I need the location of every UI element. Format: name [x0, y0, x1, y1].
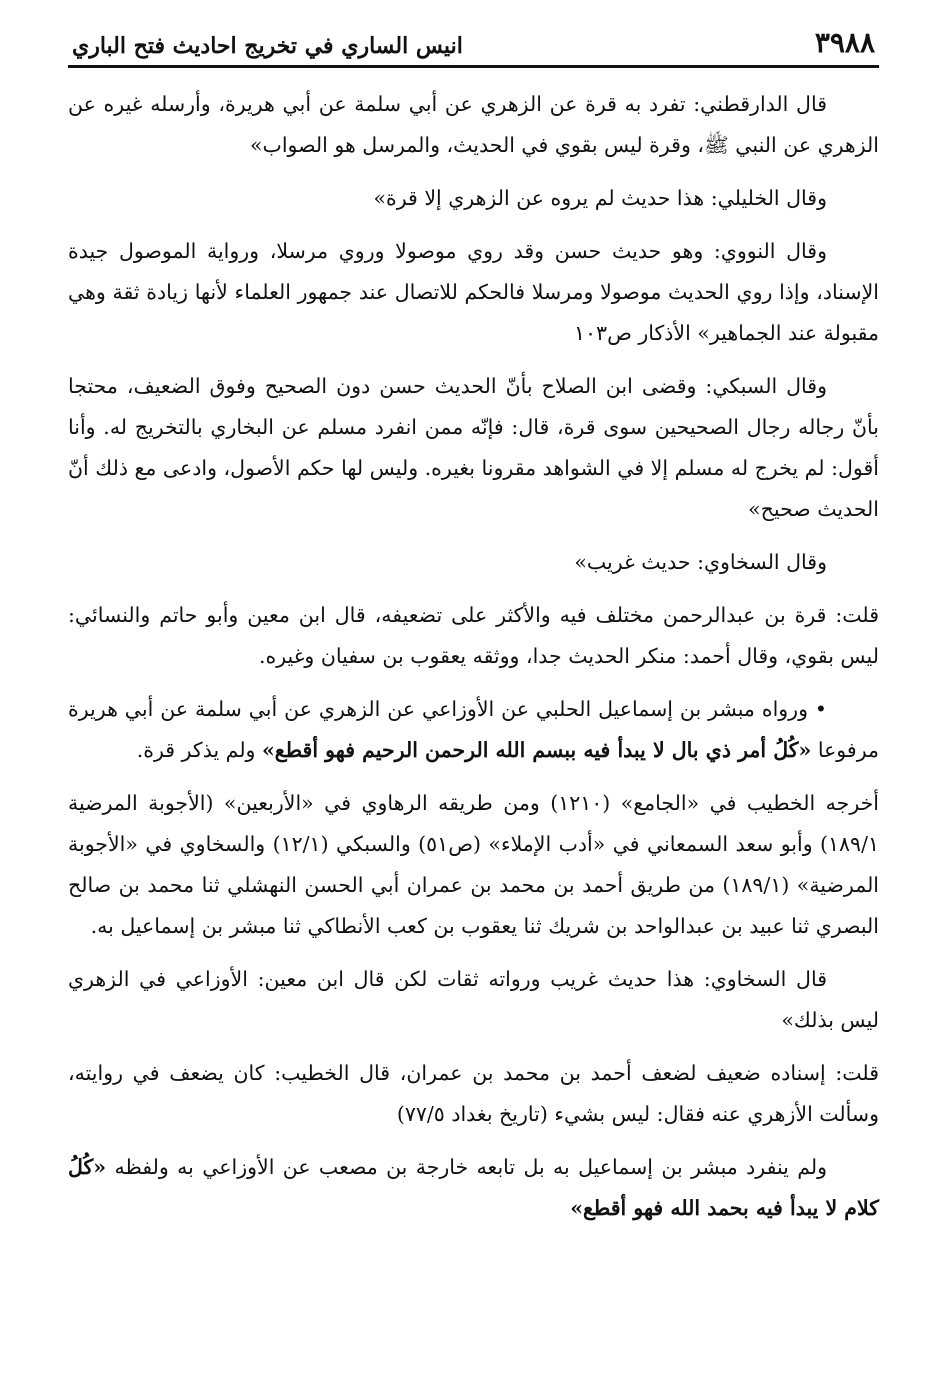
paragraph-sakhawi-2	[68, 959, 879, 1041]
paragraph-text: وقال السبكي: وقضى ابن الصلاح بأنّ الحديث حسن دون الصحيح وفوق الضعيف، محتجا بأنّ رجاله رجال الصحيحين سوى قرة، قال: فإنّه ممن انفرد مسلم عن البخاري بالتخريج له. وأنا أقول: لم يخرج له مسلم إلا في الشواهد مقرونا بغيره. وليس لها حكم الأصول، وادعى مع ذلك أنّ الحديث صحيح»	[68, 374, 879, 521]
paragraph-text: وقال النووي: وهو حديث حسن وقد روي موصولا وروي مرسلا، ورواية الموصول جيدة الإسناد، وإذا روي الحديث موصولا ومرسلا فالحكم للاتصال عند جمهور العلماء لأنها زيادة ثقة وهي مقبولة عند الجماهير» الأذكار ص١٠٣	[68, 239, 879, 345]
paragraph-subki	[68, 366, 879, 530]
paragraph-takhrij	[68, 783, 879, 947]
paragraph-nawawi	[68, 231, 879, 354]
page-header	[68, 28, 879, 68]
hadith-text: «كُلُ أمر ذي بال لا يبدأ فيه ببسم الله الرحمن الرحيم فهو أقطع»	[261, 738, 812, 762]
paragraph-text: أخرجه الخطيب في «الجامع» (١٢١٠) ومن طريقه الرهاوي في «الأربعين» (الأجوبة المرضية ١٨٩/١) وأبو سعد السمعاني في «أدب الإملاء» (ص٥١) والسبكي (١٢/١) والسخاوي في «الأجوبة المرضية» (١٨٩/١) من طريق أحمد بن محمد بن عمران أبي الحسن النهشلي ثنا محمد بن صالح البصري ثنا عبيد بن عبدالواحد بن شريك ثنا يعقوب بن كعب الأنطاكي ثنا مبشر بن إسماعيل به.	[68, 791, 880, 938]
paragraph-text: وقال السخاوي: حديث غريب»	[574, 550, 827, 574]
page-body	[68, 84, 879, 1229]
paragraph-text: ولم ينفرد مبشر بن إسماعيل به بل تابعه خارجة بن مصعب عن الأوزاعي به ولفظه	[106, 1155, 827, 1179]
running-title: انيس الساري في تخريج احاديث فتح الباري	[72, 33, 463, 59]
paragraph-daraqutni	[68, 84, 879, 166]
paragraph-text: قال السخاوي: هذا حديث غريب ورواته ثقات لكن قال ابن معين: الأوزاعي في الزهري ليس بذلك»	[68, 967, 879, 1032]
paragraph-qultu-qurra	[68, 595, 879, 677]
paragraph-text: ولم يذكر قرة.	[136, 738, 262, 762]
paragraph-text: • ورواه مبشر بن إسماعيل الحلبي عن الأوزاعي عن الزهري عن أبي سلمة عن أبي هريرة مرفوعا	[68, 697, 879, 762]
paragraph-qultu-isnad	[68, 1053, 879, 1135]
paragraph-text: قلت: إسناده ضعيف لضعف أحمد بن محمد بن عمران، قال الخطيب: كان يضعف في روايته، وسألت الأزهري عنه فقال: ليس بشيء (تاريخ بغداد ٧٧/٥)	[68, 1061, 879, 1126]
paragraph-text: قلت: قرة بن عبدالرحمن مختلف فيه والأكثر على تضعيفه، قال ابن معين وأبو حاتم والنسائي: ليس بقوي، وقال أحمد: منكر الحديث جدا، ووثقه يعقوب بن سفيان وغيره.	[68, 603, 879, 668]
paragraph-sakhawi	[68, 542, 879, 583]
paragraph-khalili	[68, 178, 879, 219]
paragraph-text: قال الدارقطني: تفرد به قرة عن الزهري عن أبي سلمة عن أبي هريرة، وأرسله غيره عن الزهري عن النبي ﷺ، وقرة ليس بقوي في الحديث، والمرسل هو الصواب»	[68, 92, 879, 157]
paragraph-text: وقال الخليلي: هذا حديث لم يروه عن الزهري إلا قرة»	[373, 186, 827, 210]
page-number: ٣٩٨٨	[814, 26, 875, 59]
paragraph-mubashshir	[68, 689, 879, 771]
paragraph-kharija	[68, 1147, 879, 1229]
hadith-text: «كُلُ كلام لا يبدأ فيه بحمد الله فهو أقطع»	[68, 1155, 879, 1220]
